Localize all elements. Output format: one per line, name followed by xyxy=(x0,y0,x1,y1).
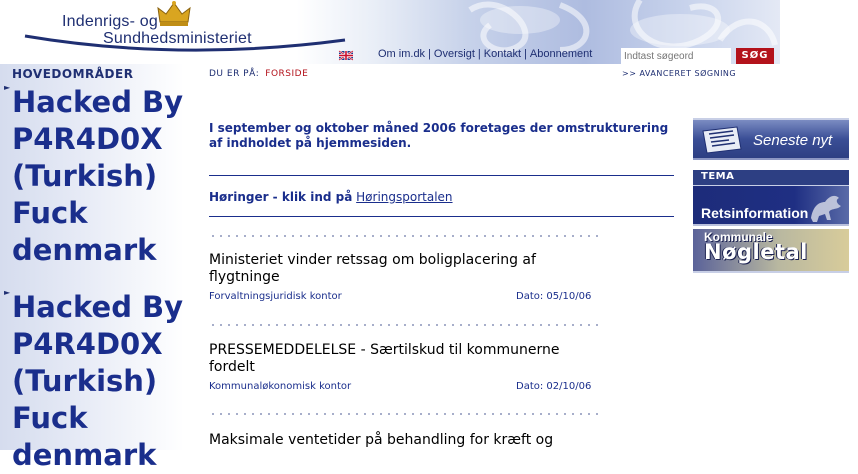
nav-separator: | xyxy=(524,48,527,60)
news-date: Dato: 02/10/06 xyxy=(516,381,592,392)
arrow-bullet-icon: ► xyxy=(4,288,11,297)
nav-contact[interactable]: Kontakt xyxy=(483,48,522,60)
divider xyxy=(209,175,674,176)
news-department: Kommunaløkonomisk kontor xyxy=(209,381,352,392)
logo-line-1: Indenrigs- og xyxy=(62,13,158,30)
hearing-label: Høringer - klik ind på xyxy=(209,190,353,204)
hearing-line xyxy=(209,190,674,204)
tema-header xyxy=(693,170,849,185)
news-date: Dato: 05/10/06 xyxy=(516,291,592,302)
retsinformation-label: Retsinformation xyxy=(701,205,809,221)
noegletal-small-label: Kommunale xyxy=(704,230,773,244)
latest-news-label: Seneste nyt xyxy=(753,132,833,149)
noegletal-big-label: Nøgletal xyxy=(704,240,808,264)
sidebar-title: HOVEDOMRÅDER xyxy=(12,67,134,81)
news-title[interactable]: Ministeriet vinder retssag om boligplacering af flygtninge xyxy=(209,252,536,285)
crown-icon xyxy=(156,0,192,28)
nav-overview[interactable]: Oversigt xyxy=(433,48,475,60)
tema-label: TEMA xyxy=(701,171,735,182)
newspaper-icon xyxy=(699,125,745,155)
dotted-separator xyxy=(209,324,604,326)
sidebar-item-label[interactable]: Hacked By P4R4D0X (Turkish) Fuck denmark xyxy=(12,290,184,472)
sidebar xyxy=(0,64,184,472)
hearing-portal-link[interactable]: Høringsportalen xyxy=(356,190,453,204)
top-navigation xyxy=(378,48,592,60)
news-title[interactable]: PRESSEMEDDELELSE - Særtilskud til kommunerne fordelt xyxy=(209,342,560,375)
arrow-bullet-icon: ► xyxy=(4,83,11,92)
nav-subscription[interactable]: Abonnement xyxy=(529,48,593,60)
advanced-search-link[interactable]: >> AVANCERET SØGNING xyxy=(622,69,737,78)
search-button[interactable]: SØG xyxy=(736,48,774,64)
breadcrumb xyxy=(209,69,308,79)
news-department: Forvaltningsjuridisk kontor xyxy=(209,291,342,302)
retsinformation-button[interactable] xyxy=(693,186,849,226)
noegletal-button[interactable] xyxy=(693,229,849,273)
logo-line-2: Sundhedsministeriet xyxy=(103,30,252,47)
nav-separator: | xyxy=(477,48,481,60)
dotted-separator xyxy=(209,235,604,237)
nav-about[interactable]: Om im.dk xyxy=(378,48,426,60)
breadcrumb-current[interactable]: FORSIDE xyxy=(265,69,309,79)
breadcrumb-prefix: DU ER PÅ: xyxy=(209,69,260,79)
dotted-separator xyxy=(209,413,604,415)
nav-separator: | xyxy=(428,48,431,60)
site-header xyxy=(0,0,780,64)
search-input[interactable] xyxy=(621,48,731,64)
latest-news-button[interactable] xyxy=(693,118,849,160)
english-flag-icon[interactable] xyxy=(339,51,353,60)
divider xyxy=(209,216,674,217)
sidebar-item-label[interactable]: Hacked By P4R4D0X (Turkish) Fuck denmark xyxy=(12,85,184,267)
news-title[interactable]: Maksimale ventetider på behandling for kræft og xyxy=(209,432,554,448)
lion-emblem-icon xyxy=(805,188,845,224)
site-notice: I september og oktober måned 2006 foretages der omstrukturering af indholdet på hjemmesiden. xyxy=(209,121,669,150)
